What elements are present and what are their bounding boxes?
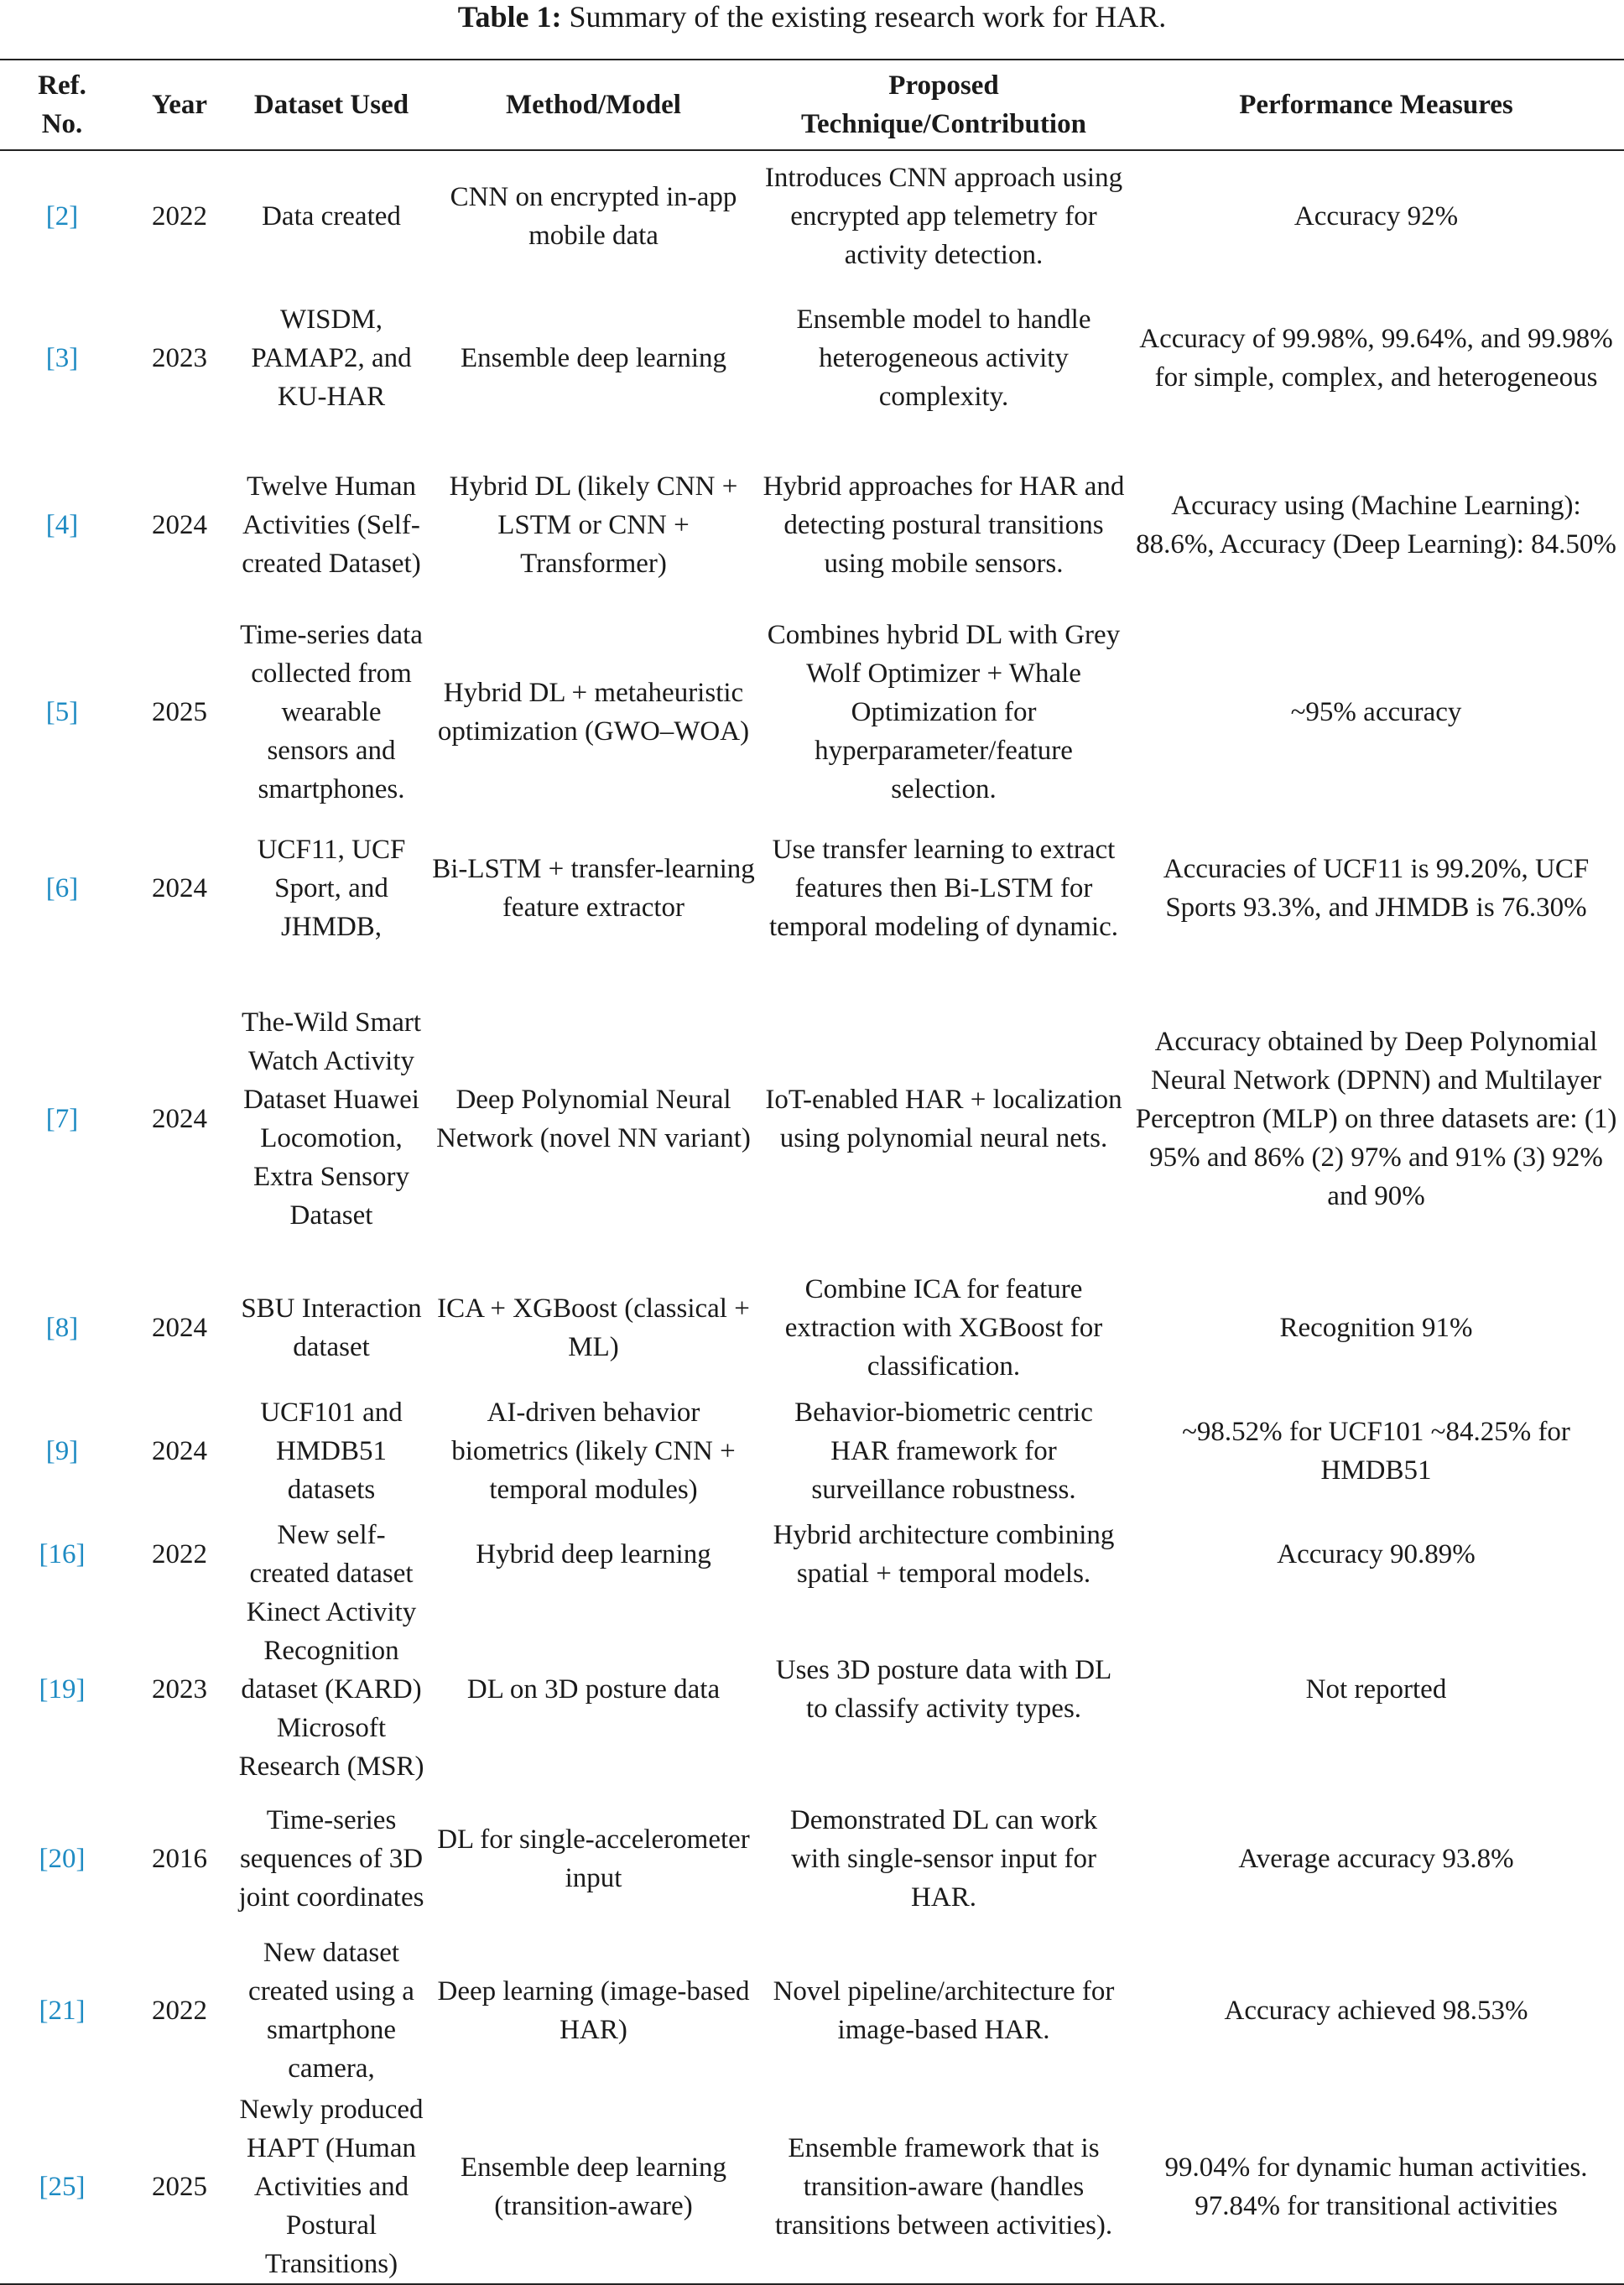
technique-cell: IoT-enabled HAR + localization using polynomial neural nets. — [765, 1085, 1122, 1153]
ref-cell: [19] — [39, 1674, 86, 1705]
ref-cell: [2] — [45, 200, 79, 232]
year-cell: 2024 — [152, 1435, 207, 1466]
table-row — [0, 1386, 1624, 1516]
method-cell: Hybrid deep learning — [476, 1539, 711, 1569]
performance-cell: Average accuracy 93.8% — [1238, 1843, 1514, 1874]
method-cell: Ensemble deep learning — [460, 342, 727, 373]
ref-link[interactable]: 16 — [48, 1539, 76, 1569]
technique-cell: Ensemble model to handle heterogeneous activity complexity. — [796, 304, 1091, 412]
technique-cell: Ensemble framework that is transition-aware (handles transitions between activities). — [774, 2133, 1113, 2241]
method-cell: ICA + XGBoost (classical + ML) — [437, 1293, 750, 1362]
technique-cell: Behavior-biometric centric HAR framework for surveillance robustness. — [794, 1397, 1093, 1505]
performance-cell: ~95% accuracy — [1290, 697, 1462, 727]
method-cell: Bi-LSTM + transfer-learning feature extractor — [432, 854, 755, 923]
table-row — [0, 616, 1624, 809]
year-cell: 2022 — [152, 200, 207, 232]
ref-link[interactable]: 25 — [48, 2172, 76, 2202]
performance-cell: Accuracy of 99.98%, 99.64%, and 99.98% for simple, complex, and heterogeneous — [1139, 323, 1613, 393]
ref-link[interactable]: 9 — [55, 1435, 70, 1466]
method-cell: Deep Polynomial Neural Network (novel NN variant) — [436, 1085, 751, 1153]
ref-link[interactable]: 20 — [48, 1843, 76, 1874]
method-cell: Deep learning (image-based HAR) — [437, 1976, 750, 2045]
ref-cell: [5] — [45, 697, 79, 727]
dataset-cell: New self-created dataset — [249, 1520, 414, 1589]
header-performance: Performance Measures — [1239, 90, 1513, 120]
performance-cell: Accuracy 92% — [1293, 200, 1459, 232]
ref-link[interactable]: 4 — [55, 510, 70, 540]
header-method: Method/Model — [506, 90, 681, 120]
technique-cell: Combine ICA for feature extraction with XGBoost for classification. — [784, 1274, 1103, 1382]
dataset-cell: Time-series sequences of 3D joint coordinates — [238, 1804, 424, 1913]
ref-cell: [4] — [45, 510, 79, 540]
table-row — [0, 968, 1624, 1270]
dataset-cell: Data created — [262, 200, 401, 232]
technique-cell: Combines hybrid DL with Grey Wolf Optimizer + Whale Optimization for hyperparameter/feature selection. — [767, 620, 1121, 804]
method-cell: Ensemble deep learning (transition-aware) — [460, 2152, 727, 2221]
dataset-cell: Newly produced HAPT (Human Activities and Postural Transitions) — [239, 2095, 424, 2279]
method-cell: Hybrid DL (likely CNN + LSTM or CNN + Transformer) — [449, 471, 738, 579]
ref-cell: [8] — [45, 1313, 79, 1343]
dataset-cell: WISDM, PAMAP2, and KU-HAR — [251, 304, 412, 412]
dataset-cell: Time-series data collected from wearable sensors and smartphones. — [240, 620, 423, 804]
dataset-cell: UCF101 and HMDB51 datasets — [260, 1397, 403, 1505]
dataset-cell: Kinect Activity Recognition dataset (KARD) Microsoft Research (MSR) — [238, 1597, 424, 1782]
ref-cell: [3] — [45, 342, 79, 373]
performance-cell: 99.04% for dynamic human activities. 97.84% for transitional activities — [1164, 2152, 1588, 2221]
ref-link[interactable]: 6 — [55, 873, 70, 903]
caption-label: Table 1: — [457, 0, 562, 34]
year-cell: 2024 — [152, 510, 207, 540]
method-cell: CNN on encrypted in-app mobile data — [450, 181, 737, 251]
performance-cell: Accuracy obtained by Deep Polynomial Neural Network (DPNN) and Multilayer Perceptron (MLP) on three datasets are: (1) 95% and 86% (2) 97% and 91% (3) 92% and 90% — [1135, 1027, 1617, 1211]
table-row — [0, 1931, 1624, 2090]
year-cell: 2025 — [152, 2172, 207, 2202]
performance-cell: Not reported — [1305, 1674, 1447, 1705]
dataset-cell: UCF11, UCF Sport, and JHMDB, — [257, 835, 406, 942]
method-cell: DL for single-accelerometer input — [437, 1824, 750, 1893]
technique-cell: Novel pipeline/architecture for image-based HAR. — [773, 1976, 1115, 2045]
table-row — [0, 2090, 1624, 2284]
ref-cell: [20] — [39, 1843, 86, 1874]
method-cell: DL on 3D posture data — [466, 1674, 721, 1705]
ref-link[interactable]: 7 — [55, 1104, 70, 1134]
ref-link[interactable]: 2 — [55, 200, 70, 232]
ref-cell: [7] — [45, 1104, 79, 1134]
ref-cell: [21] — [39, 1996, 86, 2026]
year-cell: 2016 — [152, 1843, 207, 1874]
method-cell: Hybrid DL + metaheuristic optimization (GWO–WOA) — [437, 678, 750, 747]
header-row — [0, 60, 1624, 150]
ref-link[interactable]: 8 — [55, 1313, 70, 1343]
ref-cell: [16] — [39, 1539, 86, 1569]
table-row — [0, 1270, 1624, 1386]
caption-text: Summary of the existing research work for HAR. — [561, 0, 1167, 34]
technique-cell: Hybrid architecture combining spatial + temporal models. — [773, 1520, 1115, 1589]
ref-cell: [9] — [45, 1435, 79, 1466]
year-cell: 2025 — [152, 697, 207, 727]
table-row — [0, 150, 1624, 281]
dataset-cell: SBU Interaction dataset — [241, 1293, 422, 1362]
dataset-cell: The-Wild Smart Watch Activity Dataset Huawei Locomotion, Extra Sensory Dataset — [241, 1007, 422, 1231]
header-dataset: Dataset Used — [253, 90, 409, 120]
table-row — [0, 1516, 1624, 1593]
ref-link[interactable]: 19 — [48, 1674, 76, 1705]
performance-cell: Accuracies of UCF11 is 99.20%, UCF Sports 93.3%, and JHMDB is 76.30% — [1163, 854, 1590, 923]
table-caption — [0, 0, 1624, 34]
technique-cell: Demonstrated DL can work with single-sensor input for HAR. — [789, 1804, 1098, 1913]
ref-link[interactable]: 3 — [55, 342, 70, 373]
performance-cell: Accuracy 90.89% — [1277, 1539, 1476, 1569]
header-technique: Proposed Technique/Contribution — [801, 70, 1086, 139]
year-cell: 2023 — [152, 342, 207, 373]
ref-link[interactable]: 21 — [48, 1996, 76, 2026]
year-cell: 2022 — [152, 1539, 207, 1569]
technique-cell: Hybrid approaches for HAR and detecting postural transitions using mobile sensors. — [763, 471, 1125, 579]
year-cell: 2024 — [152, 873, 207, 903]
method-cell: AI-driven behavior biometrics (likely CNN + temporal modules) — [451, 1397, 736, 1505]
year-cell: 2023 — [152, 1674, 207, 1705]
technique-cell: Use transfer learning to extract features then Bi-LSTM for temporal modeling of dynamic. — [768, 835, 1119, 942]
table-body — [0, 150, 1624, 2284]
technique-cell: Uses 3D posture data with DL to classify activity types. — [775, 1655, 1112, 1724]
table-row — [0, 281, 1624, 435]
header-year: Year — [152, 90, 207, 120]
header-ref: Ref. No. — [38, 70, 86, 139]
dataset-cell: Twelve Human Activities (Self-created Dataset) — [242, 471, 421, 579]
summary-table — [0, 59, 1624, 2285]
performance-cell: Recognition 91% — [1279, 1313, 1473, 1343]
dataset-cell: New dataset created using a smartphone camera, — [248, 1938, 414, 2084]
year-cell: 2022 — [152, 1996, 207, 2026]
table-row — [0, 809, 1624, 968]
ref-cell: [6] — [45, 873, 79, 903]
table-header — [0, 60, 1624, 150]
performance-cell: Accuracy using (Machine Learning): 88.6%, Accuracy (Deep Learning): 84.50% — [1136, 491, 1616, 560]
year-cell: 2024 — [152, 1313, 207, 1343]
table-row — [0, 1786, 1624, 1931]
year-cell: 2024 — [152, 1104, 207, 1134]
performance-cell: Accuracy achieved 98.53% — [1224, 1996, 1528, 2026]
table-row — [0, 1593, 1624, 1786]
technique-cell: Introduces CNN approach using encrypted app telemetry for activity detection. — [764, 162, 1123, 270]
ref-cell: [25] — [39, 2172, 86, 2202]
performance-cell: ~98.52% for UCF101 ~84.25% for HMDB51 — [1182, 1416, 1570, 1486]
table-row — [0, 435, 1624, 616]
ref-link[interactable]: 5 — [55, 697, 70, 727]
